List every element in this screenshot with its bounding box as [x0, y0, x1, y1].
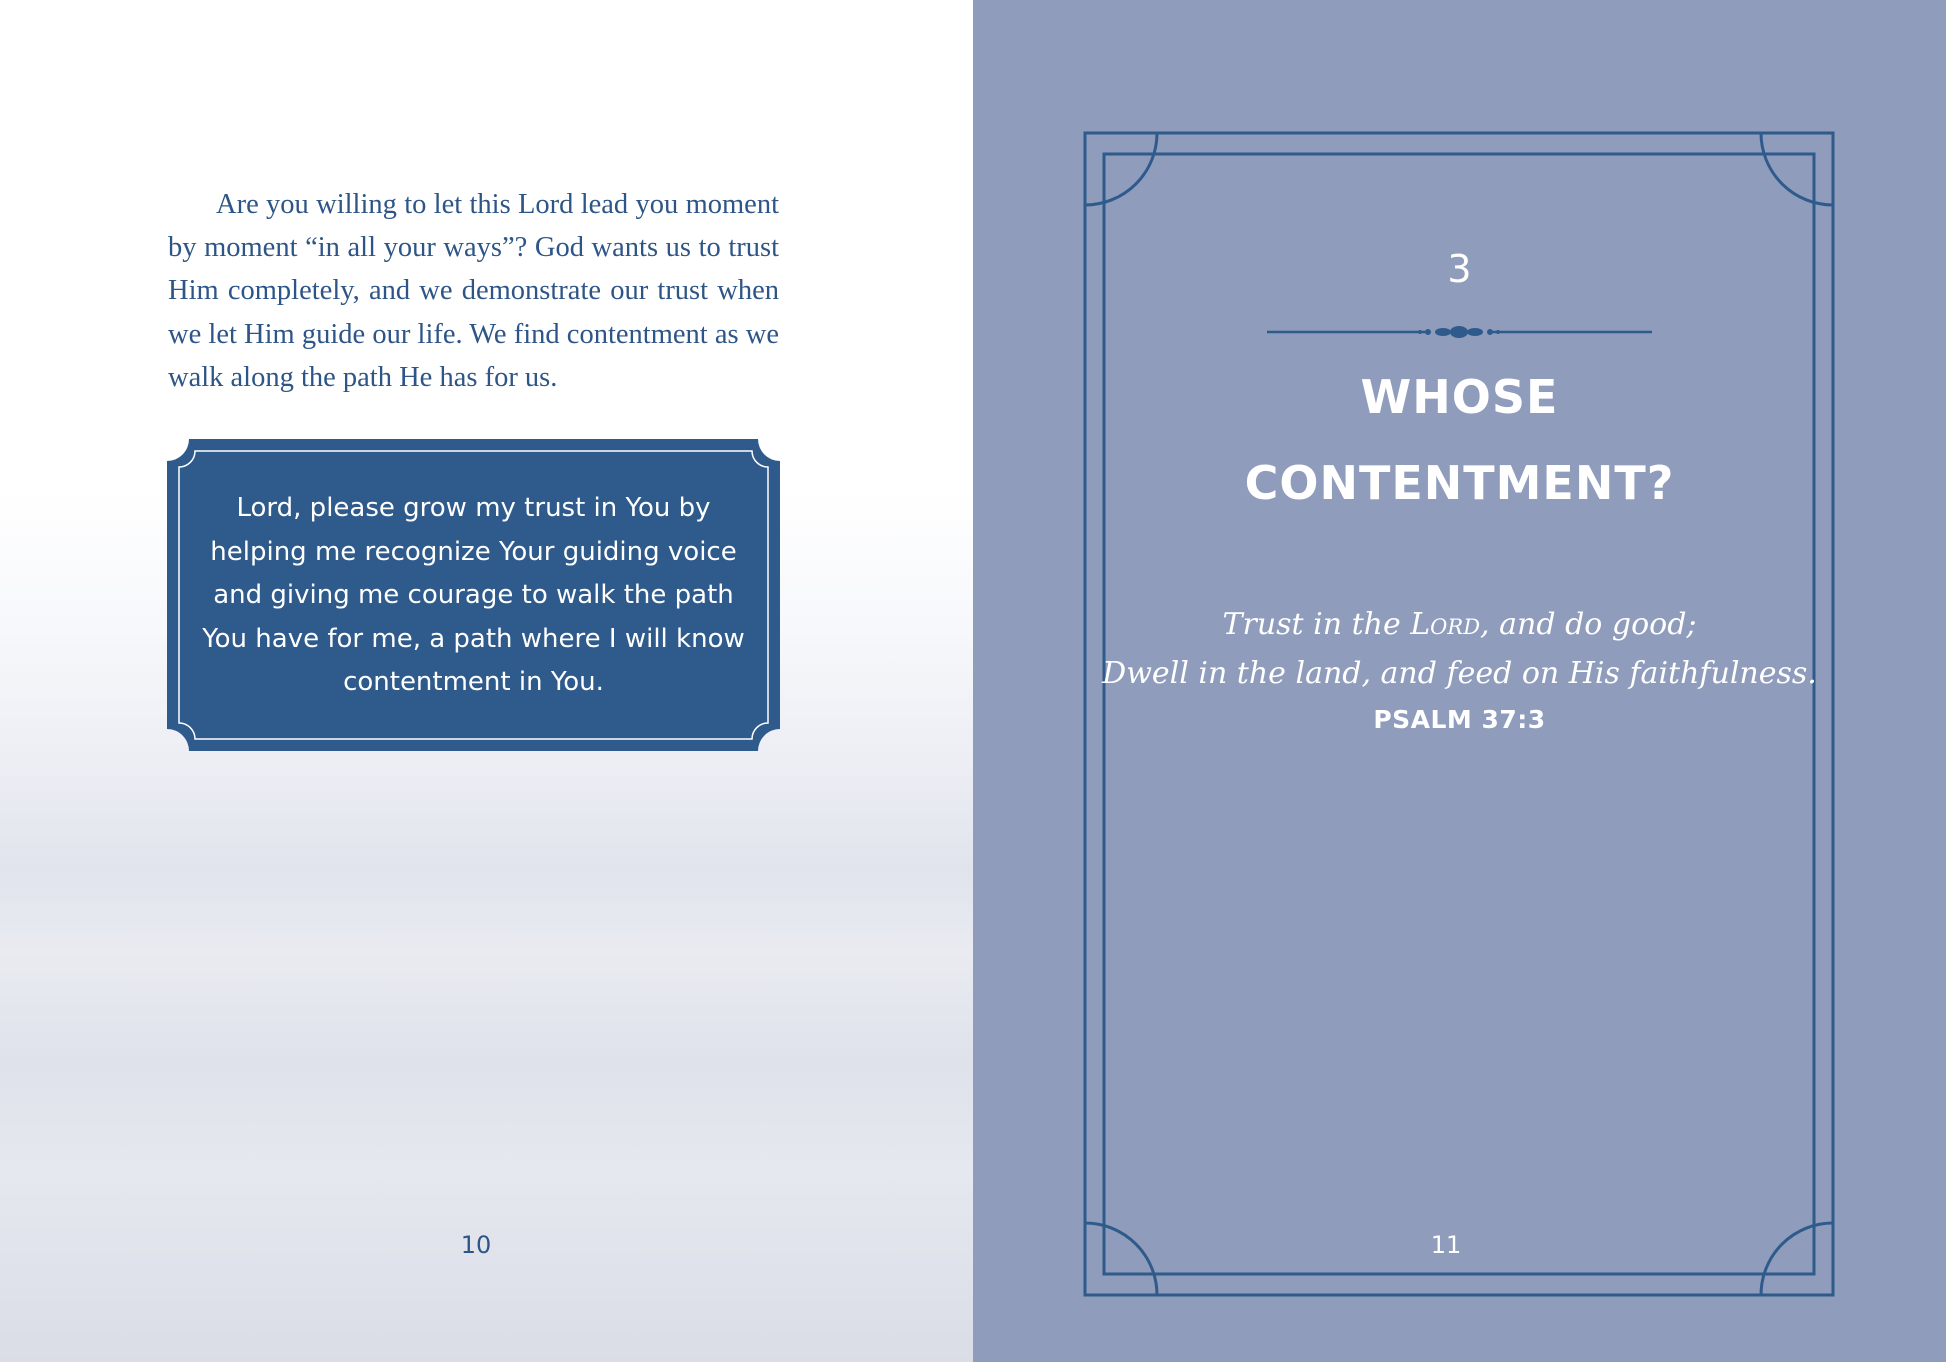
prayer-text: Lord, please grow my trust in You by helping me recognize Your guiding voice and giving me courage to walk the path You have for me, a path where I will know contentment in You.	[202, 493, 745, 697]
lord-smallcaps: Lord	[1410, 607, 1481, 642]
page-number-left: 10	[460, 1231, 492, 1259]
prayer-box	[167, 439, 780, 751]
chapter-title-line1: WHOSE	[1360, 370, 1559, 424]
verse-reference: PSALM 37:3	[1373, 705, 1546, 734]
right-page	[973, 0, 1946, 1362]
verse-line-2: Dwell in the land, and feed on His faithfulness.	[1102, 656, 1817, 691]
body-paragraph: Are you willing to let this Lord lead you moment by moment “in all your ways”? God wants us to trust Him completely, and we demonstrate our trust when we let Him guide our life. We find contentment as we walk along the path He has for us.	[168, 189, 779, 393]
chapter-title-line2: CONTENTMENT?	[1244, 456, 1675, 510]
divider-ornament	[1267, 326, 1652, 338]
page-number-right: 11	[1430, 1231, 1462, 1259]
chapter-number: 3	[1447, 247, 1472, 291]
verse-line-1: Trust in the Lord, and do good;	[1222, 607, 1697, 642]
